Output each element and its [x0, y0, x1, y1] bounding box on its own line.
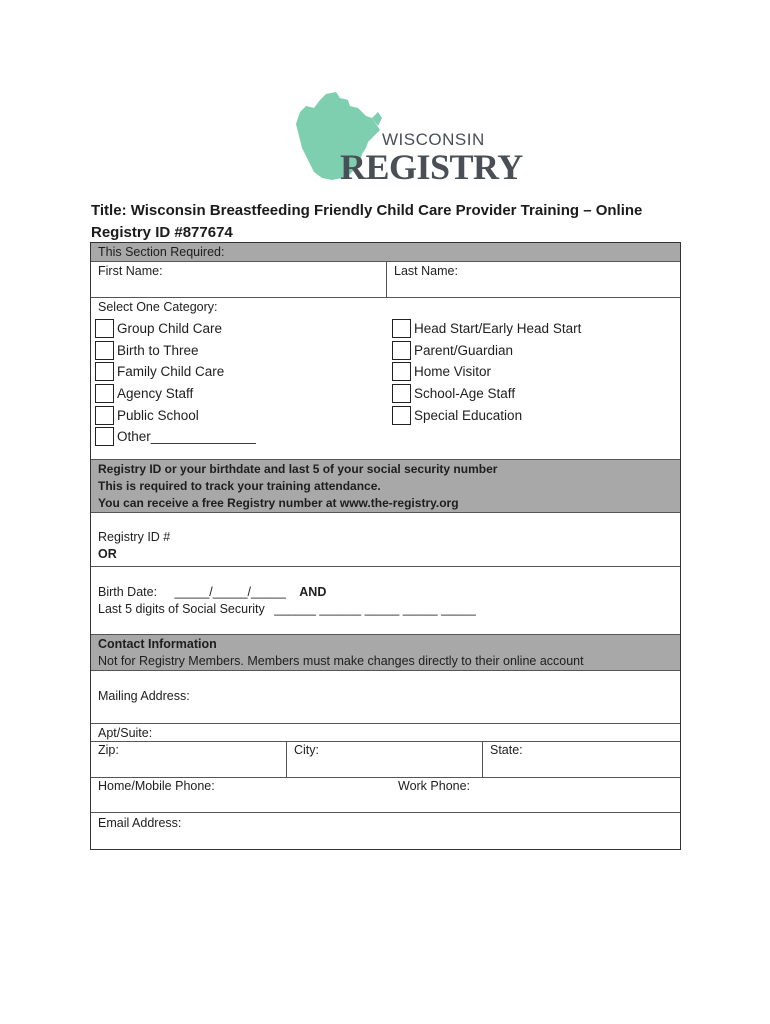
checkbox[interactable] [392, 362, 411, 381]
last-name-label: Last Name: [394, 264, 458, 278]
form-title [91, 200, 691, 244]
category-option-label: Public School [117, 407, 199, 423]
birth-date-blanks[interactable]: _____/_____/_____ [174, 585, 286, 599]
logo-line2: REGISTRY [340, 147, 523, 187]
category-option[interactable] [392, 361, 581, 383]
checkbox[interactable] [95, 406, 114, 425]
contact-note: Not for Registry Members. Members must make changes directly to their online account [98, 654, 584, 668]
name-row [91, 261, 680, 297]
checkbox[interactable] [392, 341, 411, 360]
checkbox[interactable] [95, 319, 114, 338]
logo-line1: WISCONSIN [382, 130, 485, 149]
apt-suite-label: Apt/Suite: [98, 726, 153, 740]
category-left-column [95, 318, 256, 448]
checkbox[interactable] [95, 341, 114, 360]
category-option[interactable] [95, 361, 256, 383]
registry-info-line2: This is required to track your training attendance. [98, 479, 381, 493]
or-label: OR [98, 547, 117, 561]
zip-field[interactable] [91, 742, 286, 777]
mailing-address-label: Mailing Address: [98, 689, 190, 703]
state-label: State: [490, 743, 523, 757]
work-phone-label: Work Phone: [398, 779, 471, 793]
category-label: Select One Category: [98, 300, 218, 314]
registry-info-line1: Registry ID or your birthdate and last 5 of your social security number [98, 462, 498, 476]
registry-info-line3: You can receive a free Registry number at www.the-registry.org [98, 496, 459, 510]
registry-id-field[interactable] [91, 512, 680, 566]
category-option-label: Family Child Care [117, 364, 225, 380]
birth-date-line[interactable] [98, 584, 673, 601]
checkbox[interactable] [95, 427, 114, 446]
category-option[interactable] [95, 318, 256, 340]
ssn-line[interactable] [98, 601, 673, 618]
city-field[interactable] [286, 742, 482, 777]
category-option-label: Head Start/Early Head Start [414, 321, 582, 337]
home-phone-field[interactable] [91, 778, 391, 812]
category-row [91, 297, 680, 459]
wisconsin-registry-logo [292, 90, 523, 187]
zip-city-state-row [91, 741, 680, 777]
phone-row [91, 777, 680, 812]
checkbox[interactable] [392, 406, 411, 425]
category-option-label: School-Age Staff [414, 386, 516, 402]
first-name-label: First Name: [98, 264, 163, 278]
mailing-address-field[interactable] [91, 670, 680, 723]
ssn-label: Last 5 digits of Social Security [98, 602, 265, 616]
and-label: AND [299, 585, 327, 599]
category-option-label: Other______________ [117, 429, 256, 445]
city-label: City: [294, 743, 319, 757]
contact-info-header [91, 634, 680, 670]
category-option[interactable] [95, 404, 256, 426]
category-option[interactable] [392, 383, 581, 405]
category-option-label: Agency Staff [117, 386, 194, 402]
email-field[interactable] [91, 812, 680, 849]
zip-label: Zip: [98, 743, 119, 757]
contact-title: Contact Information [98, 637, 217, 651]
category-option[interactable] [95, 383, 256, 405]
state-field[interactable] [482, 742, 680, 777]
birth-date-label: Birth Date: [98, 585, 158, 599]
work-phone-field[interactable] [391, 778, 680, 812]
registration-form [90, 242, 681, 850]
category-right-column [392, 318, 581, 426]
category-option-label: Home Visitor [414, 364, 492, 380]
registry-id-label: Registry ID # [98, 530, 171, 544]
checkbox[interactable] [392, 319, 411, 338]
checkbox[interactable] [392, 384, 411, 403]
first-name-field[interactable] [91, 262, 386, 297]
category-option-label: Special Education [414, 407, 523, 423]
category-option[interactable] [392, 318, 581, 340]
ssn-blanks[interactable]: ______ ______ _____ _____ _____ [274, 602, 476, 616]
category-option[interactable] [392, 404, 581, 426]
section-required-header [91, 243, 680, 261]
category-option-label: Parent/Guardian [414, 342, 514, 358]
checkbox[interactable] [95, 362, 114, 381]
title-line2: Registry ID #877674 [91, 224, 233, 241]
title-line1: Title: Wisconsin Breastfeeding Friendly Child Care Provider Training – Online [91, 202, 643, 219]
category-option-label: Group Child Care [117, 321, 223, 337]
email-label: Email Address: [98, 816, 182, 830]
category-option[interactable] [392, 340, 581, 362]
category-option[interactable] [95, 426, 256, 448]
last-name-field[interactable] [386, 262, 680, 297]
category-option-label: Birth to Three [117, 342, 199, 358]
birthdate-ssn-row [91, 566, 680, 634]
category-option[interactable] [95, 340, 256, 362]
registry-info-header [91, 459, 680, 512]
apt-suite-field[interactable] [91, 723, 680, 741]
checkbox[interactable] [95, 384, 114, 403]
home-phone-label: Home/Mobile Phone: [98, 779, 215, 793]
section-required-label: This Section Required: [98, 245, 225, 259]
